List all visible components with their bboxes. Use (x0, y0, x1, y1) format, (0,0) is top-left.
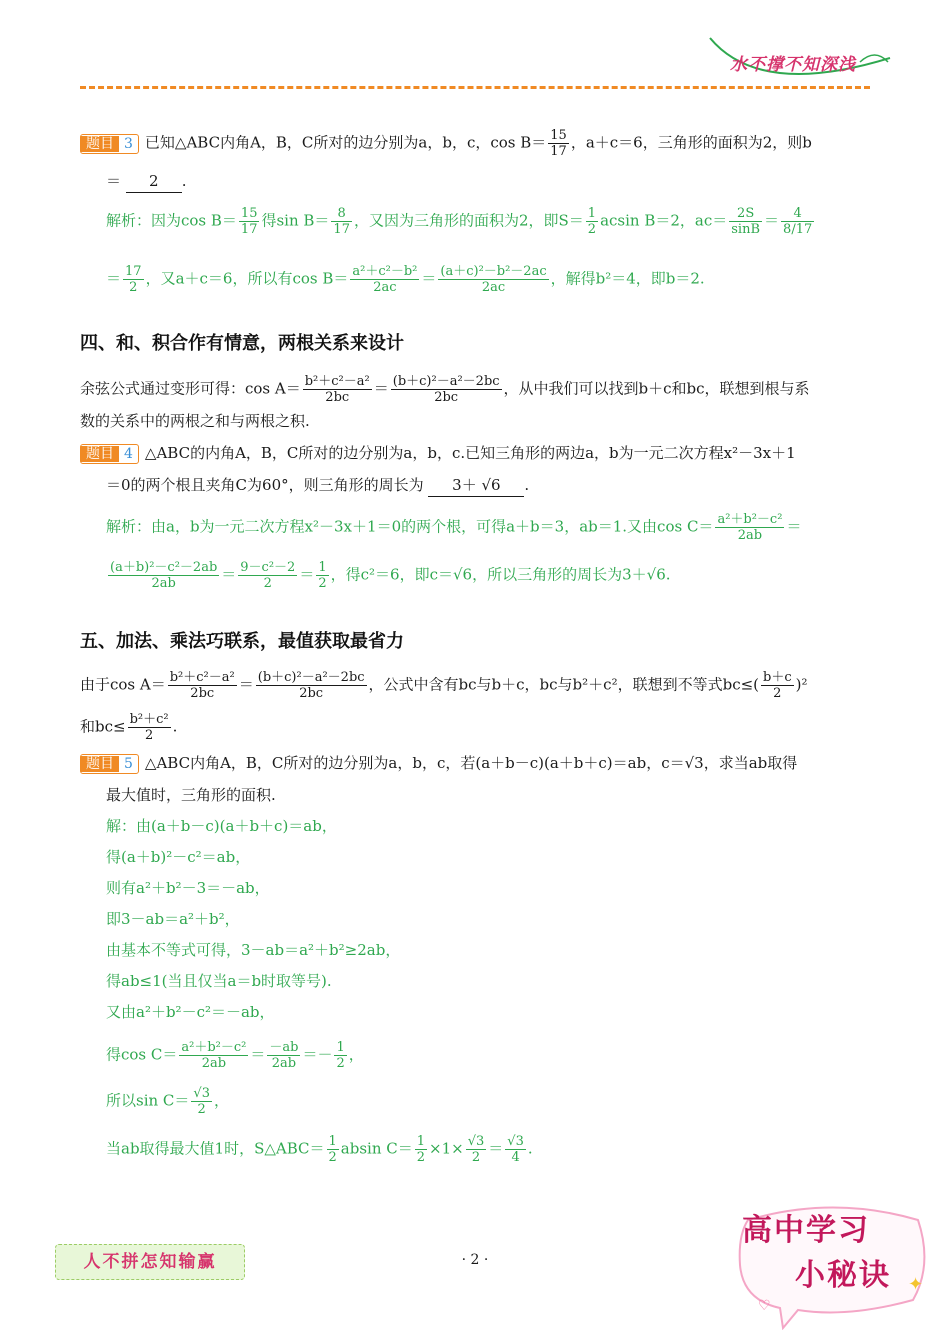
q5-step-2: 得(a＋b)²－c²＝ab， (106, 848, 251, 866)
q5-step-8: 得cos C＝ $\frac{\text{a²＋b²－c²}}{2ab}$ ＝ $\frac{-ab}{2ab}$ ＝－ $\frac{1}{2}$ ， (106, 1040, 364, 1071)
q5-step-1: 解：由(a＋b－c)(a＋b＋c)＝ab， (106, 817, 337, 835)
q5-step-10: 当ab取得最大值1时，S△ABC＝ $\frac{1}{2}$ absin C＝ $\frac{1}{2}$ ×1× $\frac{√3}{2}$ ＝ $\frac{√3}{4}$ . (106, 1134, 533, 1165)
section5-para-line1: 由于cos A＝ $\frac{\text{b²＋c²－a²}}{2bc}$ ＝ $\frac{\text{(b＋c)²－a²－2bc}}{2bc}$ ，公式中含有bc与b＋c，bc与b²＋c²，联想到不等式bc≤( $\frac{b+c}{2}$ )² (80, 670, 808, 701)
q4-line1: 题目 4 △ABC的内角A，B，C所对的边分别为a，b，c.已知三角形的两边a，b为一元二次方程x²－3x＋1 (80, 442, 796, 464)
q4-answer: 3＋ √6 (428, 474, 524, 497)
svg-text:✦: ✦ (908, 1274, 924, 1295)
q5-step-3: 则有a²＋b²－3＝－ab， (106, 879, 270, 897)
q3-solution-line1: 解析：因为cos B＝ $\frac{15}{17}$ 得sin B＝ $\frac{8}{17}$ ，又因为三角形的面积为2，即S＝ $\frac{1}{2}$ acsin B＝2，ac＝ $\frac{2S}{\sin B}$ ＝ $\frac{4}{8/17}$ (106, 206, 813, 237)
q5-tag: 题目 5 (80, 754, 139, 774)
section5-para-line2: 和bc≤ $\frac{\text{b²＋c²}}{2}$ . (80, 712, 178, 743)
section4-heading: 四、和、积合作有情意，两根关系来设计 (80, 333, 404, 354)
q5-step-5: 由基本不等式可得，3－ab＝a²＋b²≥2ab， (106, 941, 401, 959)
q5-line2: 最大值时，三角形的面积. (106, 786, 276, 804)
q3-answer: 2 (126, 170, 182, 193)
q3-tag: 题目 3 (80, 134, 139, 154)
badge-title: 高中学习 (742, 1213, 870, 1248)
footer-motto: 人不拼怎知输赢 (55, 1244, 245, 1280)
q4-solution-line1: 解析：由a，b为一元二次方程x²－3x＋1＝0的两个根，可得a＋b＝3，ab＝1.又由cos C＝ $\frac{\text{a²＋b²－c²}}{2ab}$ ＝ (106, 512, 802, 543)
q3-line2: ＝ 2 . (106, 170, 187, 193)
q5-line1: 题目 5 △ABC内角A，B，C所对的边分别为a，b，c，若(a＋b－c)(a＋b＋c)＝ab，c＝√3，求当ab取得 (80, 752, 797, 774)
q5-step-4: 即3－ab＝a²＋b²， (106, 910, 240, 928)
header-divider (80, 86, 870, 89)
q3-line1: 题目 3 已知△ABC内角A，B，C所对的边分别为a，b，c，cos B＝ $\frac{15}{17}$ ，a＋c＝6，三角形的面积为2，则b (80, 128, 812, 159)
q4-solution-line2: $\frac{\text{(a＋b)²－c²－2ab}}{2ab}$ ＝ $\frac{\text{9－c²－2}}{2}$ ＝ $\frac{1}{2}$ ，得c²＝6，即c＝√6，所以三角形的周长为3＋√6. (110, 560, 671, 591)
section5-heading: 五、加法、乘法巧联系，最值获取最省力 (80, 631, 404, 652)
q5-step-9: 所以sin C＝ $\frac{√3}{2}$ ， (106, 1086, 229, 1117)
section4-para-line2: 数的关系中的两根之和与两根之积. (80, 412, 310, 430)
badge-subtitle: 小秘诀 (795, 1258, 891, 1293)
svg-text:♡: ♡ (758, 1298, 771, 1314)
section4-para-line1: 余弦公式通过变形可得：cos A＝ $\frac{\text{b²＋c²－a²}}{2bc}$ ＝ $\frac{\text{(b＋c)²－a²－2bc}}{2bc}$ ，从中我们可以找到b＋c和bc，联想到根与系 (80, 374, 810, 405)
q4-line2: ＝0的两个根且夹角C为60°，则三角形的周长为 3＋ √6 . (106, 474, 529, 497)
header-motto: 水不撑不知深浅 (730, 55, 856, 75)
page-number: · 2 · (461, 1252, 489, 1268)
q5-step-6: 得ab≤1(当且仅当a＝b时取等号). (106, 972, 332, 990)
q5-step-7: 又由a²＋b²－c²＝－ab， (106, 1003, 275, 1021)
q4-tag: 题目 4 (80, 444, 139, 464)
q3-solution-line2: ＝ $\frac{17}{2}$ ，又a＋c＝6，所以有cos B＝ $\frac{\text{a²＋c²－b²}}{2ac}$ ＝ $\frac{\text{(a＋c)²－b²－2ac}}{2ac}$ ，解得b²＝4，即b＝2. (106, 264, 705, 295)
